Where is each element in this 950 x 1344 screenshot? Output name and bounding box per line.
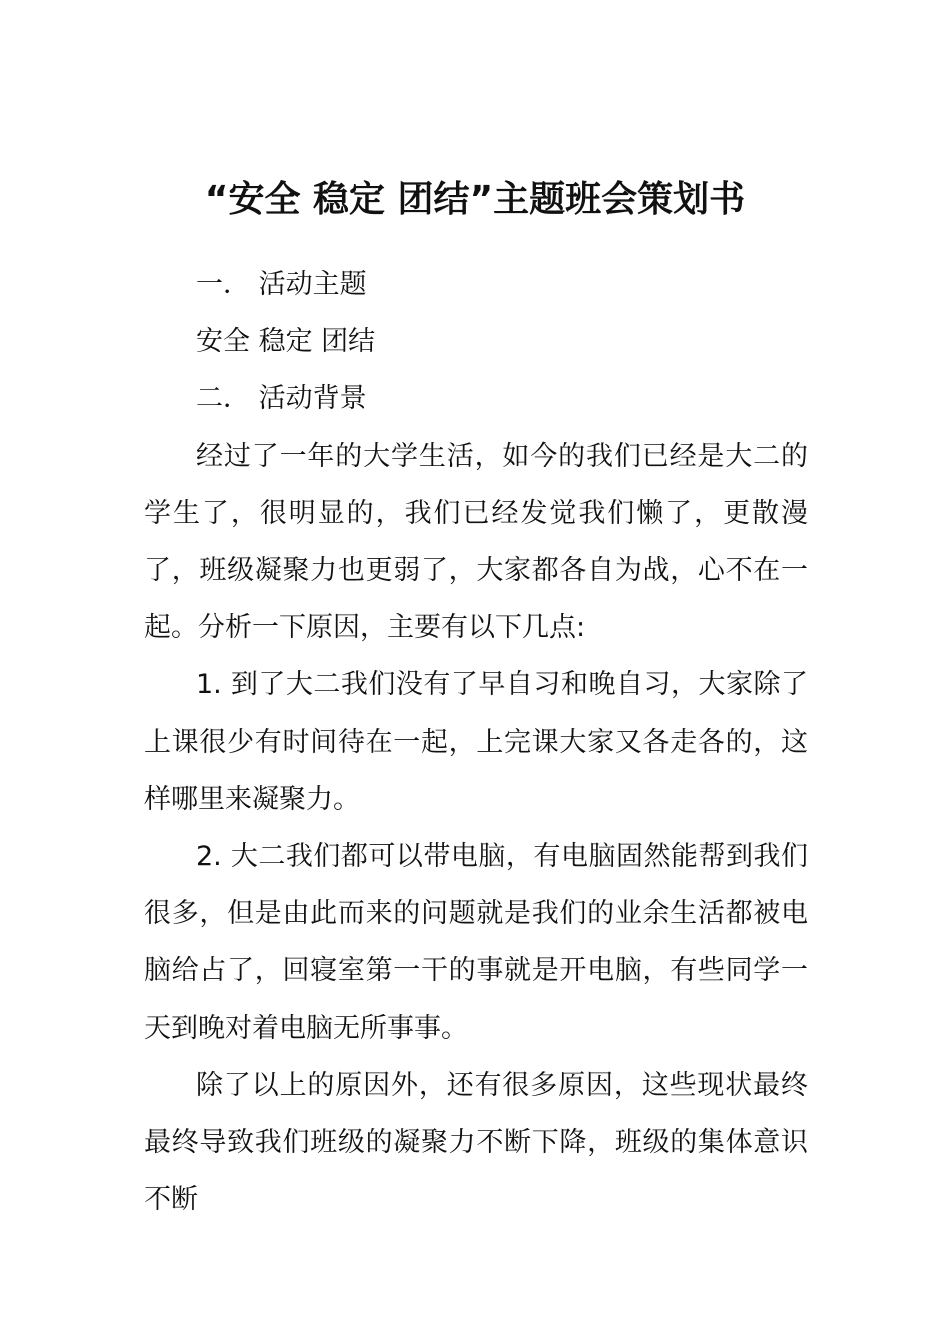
section-1-content: 安全 稳定 团结 xyxy=(196,326,376,358)
paragraph-background: 经过了一年的大学生活，如今的我们已经是大二的学生了，很明显的，我们已经发觉我们懒了，更散漫了，班级凝聚力也更弱了，大家都各自为战，心不在一起。分析一下原因，主要有以下几点: xyxy=(144,440,808,644)
paragraph-conclusion: 除了以上的原因外，还有很多原因，这些现状最终最终导致我们班级的凝聚力不断下降，班级的集体意识不断 xyxy=(144,1069,808,1216)
document-title: “安全 稳定 团结”主题班会策划书 xyxy=(204,179,746,220)
document-body xyxy=(144,256,808,1228)
paragraph-reason-2: 2. 大二我们都可以带电脑，有电脑固然能帮到我们很多，但是由此而来的问题就是我们的业余生活都被电脑给占了，回寝室第一干的事就是开电脑，有些同学一天到晚对着电脑无所事事。 xyxy=(144,841,808,1044)
paragraph-reason-1: 1. 到了大二我们没有了早自习和晚自习，大家除了上课很少有时间待在一起，上完课大家又各走各的，这样哪里来凝聚力。 xyxy=(144,669,808,815)
section-2-heading: 二． 活动背景 xyxy=(196,383,367,415)
section-1-heading: 一． 活动主题 xyxy=(196,269,367,300)
